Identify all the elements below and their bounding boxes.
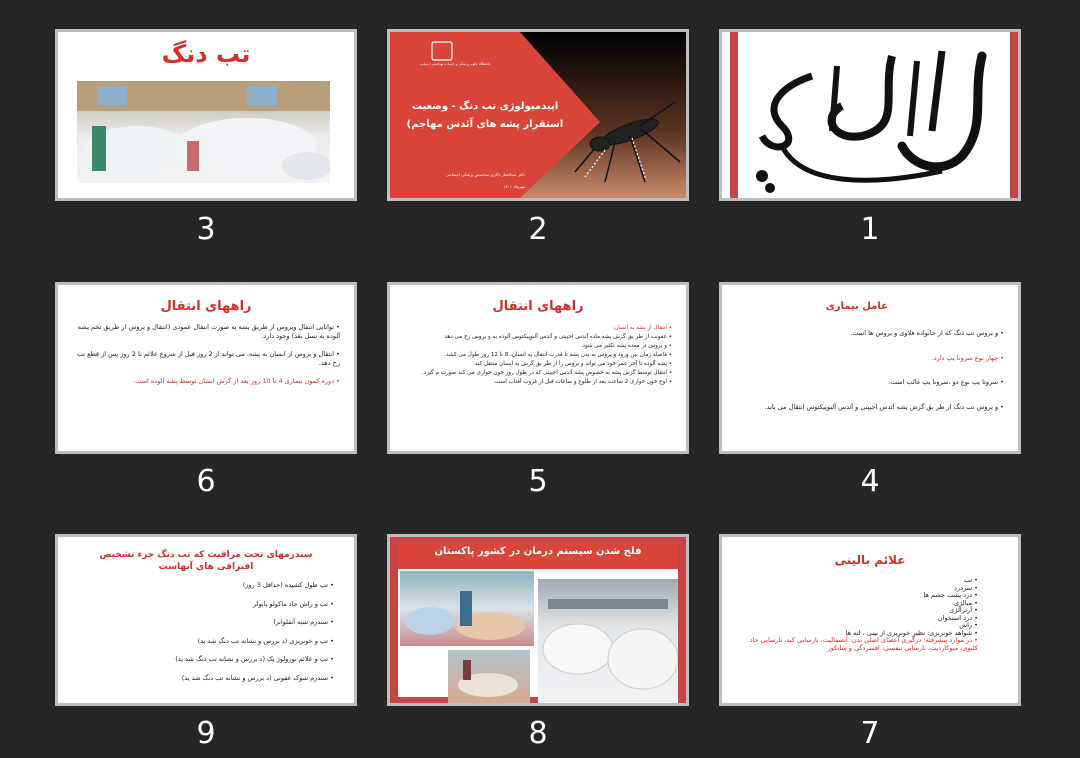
bullet-item: • چهار نوع سروتا یپ دارد. [736, 354, 1004, 363]
slide-title: راههای انتقال [160, 299, 252, 314]
slide-title: تب دنگ [161, 40, 251, 68]
bullet-item: • درد پشت چشم ها [742, 592, 978, 600]
bullet-item: • سندرم شوک عفونی (د بررس و نشانه تب دنگ شد ید) [78, 674, 334, 683]
calligraphy-image [742, 36, 1002, 196]
bullet-list [736, 329, 1004, 415]
bullet-list [742, 577, 978, 656]
bullet-list [72, 323, 340, 390]
bullet-item: • شواهد خونریزی: نظیر خونریزی از بینی ، لثه ها [742, 630, 978, 638]
bullet-item: • سردرد [742, 585, 978, 593]
slide-number: 9 [196, 716, 216, 751]
slide-thumb-4[interactable] [719, 282, 1021, 454]
slide-number: 2 [528, 212, 548, 247]
bullet-item: • تب طول کشیده (حداقل 3 روز) [78, 581, 334, 590]
bullet-item: • تب و راش حاد ماکولو پاپولر [78, 600, 334, 609]
bullet-item: • انتقال از پشه به انسان: [404, 325, 672, 332]
slide-number: 6 [196, 464, 216, 499]
bullet-list [78, 581, 334, 686]
bullet-item: • و یروس در معده پشه تکثیر می شود. [404, 343, 672, 350]
bullet-item: • انتقال و یروس از انسان به پشه، می تواند از 2 روز قبل از شروع علائم تا 2 روز پس از قطع تب رخ دهد. [72, 350, 340, 367]
slide-thumb-3[interactable] [55, 29, 357, 201]
bullet-item: • و یروس تب دنگ که از خانواده فلاوی و یروس ها است. [736, 329, 1004, 338]
date-line: مهرماه ۱۴۰۱ [503, 184, 525, 189]
slide8-inner [398, 543, 678, 697]
bullet-item: • اوج خون خواری 2 ساعت بعد از طلوع و ساعات قبل از غروب آفتاب است. [404, 379, 672, 386]
bullet-item: • و یروس تب دنگ از طر یق گزش پشه آئدس اجیپتی و آئدس آلبوپیکتوس انتقال می یابد. [736, 403, 1004, 412]
slide-title: راههای انتقال [492, 299, 584, 314]
slide-thumb-7[interactable] [719, 534, 1021, 706]
slide-title: سندرمهای تحت مراقبت که تب دنگ جزء تشخیص افتراقی های آنهاست [99, 550, 313, 572]
slide-number: 5 [528, 464, 548, 499]
slide-title: عامل بیماری [825, 301, 888, 312]
slide-thumb-1[interactable] [719, 29, 1021, 201]
bullet-item: • عفونت از طر یق گزش پشه ماده آئدس اجیپتی و آئدس آلبوپیکتوس آلوده به و یروس رخ می دهد [404, 334, 672, 341]
right-red-bar [1010, 32, 1018, 198]
author-line: دکتر عبدالجبار ذاکری متخصص پزشکی اجتماعی [445, 172, 525, 177]
slide8-title-bar [398, 543, 678, 569]
ward-photo-left [400, 571, 534, 646]
bullet-item: • درد استخوان [742, 615, 978, 623]
left-red-bar [730, 32, 738, 198]
bullet-item: • تب [742, 577, 978, 585]
bullet-item: • توانایی انتقال ویروس از طریق پشه به صورت انتقال عمودی (انتقال و یروس از طریق تخم پشه آلوده به نسل بعد) وجود دارد. [72, 323, 340, 340]
ward-photo-bottom [448, 650, 530, 703]
slide-number: 8 [528, 716, 548, 751]
bullet-item: • پشه آلوده تا آخر عمر خود می تواند و یروس را از طر یق گزش به انسان منتقل کند. [404, 361, 672, 368]
slide-thumb-6[interactable] [55, 282, 357, 454]
slide-number: 7 [860, 716, 880, 751]
bullet-item: • سندرم شبه آنفلوانزا [78, 618, 334, 627]
slide-thumb-5[interactable] [387, 282, 689, 454]
slide-title: فلج شدن سیستم درمان در کشور پاکستان [434, 546, 642, 557]
bullet-item: • دوره کمون بیماری 4 تا 10 روز بعد از گزش انسان توسط پشه آلوده است. [72, 377, 340, 386]
bullet-item: • سروتا یپ نوع دو ،سروتا یپ غالب است. [736, 378, 1004, 387]
ward-photo-right [538, 579, 678, 703]
bullet-item: • تب و خونریزی (د بررس و نشانه تب دنگ شد ید) [78, 637, 334, 646]
slide-title: علائم بالینی [834, 553, 906, 567]
bullet-list [404, 325, 672, 390]
bullet-item: • فاصله زمان بین ورود و یروس به بدن پشه تا قدرت انتقال به انسان، 8 تا 12 روز طول می کشد. [404, 352, 672, 359]
university-caption: دانشگاه علوم پزشکی و خدمات بهداشتی درمانی [419, 62, 491, 66]
bullet-item: • راش [742, 622, 978, 630]
bullet-item: • انتقال توسط گزش پشه به خصوص پشه آئدس اجیپتی که در طول روز خون خواری می کند صورت م گیرد. [404, 370, 672, 377]
ward-photo [77, 81, 330, 183]
slide-thumb-2[interactable] [387, 29, 689, 201]
slide-number: 1 [860, 212, 880, 247]
slide-number: 3 [196, 212, 216, 247]
bullet-item: • تب و علائم نورولوژ یک (د بررس و نشانه تب دنگ شد ید) [78, 655, 334, 664]
bullet-item: • آرترالژی [742, 607, 978, 615]
bullet-item: • میالژی [742, 600, 978, 608]
bullet-item: • در موارد پیشرفته: درگیری اعضای اصلی بدن: آنسفالیت، نارسایی کبد، نارسایی حاد کلیوی، میوکاردیت، نارسایی تنفسی، افسردگی و سایکوز [742, 637, 978, 652]
presentation-title: اپیدمیولوژی تب دنگ - وضعیت استقرار پشه های آئدس مهاجم) [406, 101, 564, 130]
slide-thumb-8[interactable] [387, 534, 689, 706]
slide-number: 4 [860, 464, 880, 499]
slide-thumb-9[interactable] [55, 534, 357, 706]
